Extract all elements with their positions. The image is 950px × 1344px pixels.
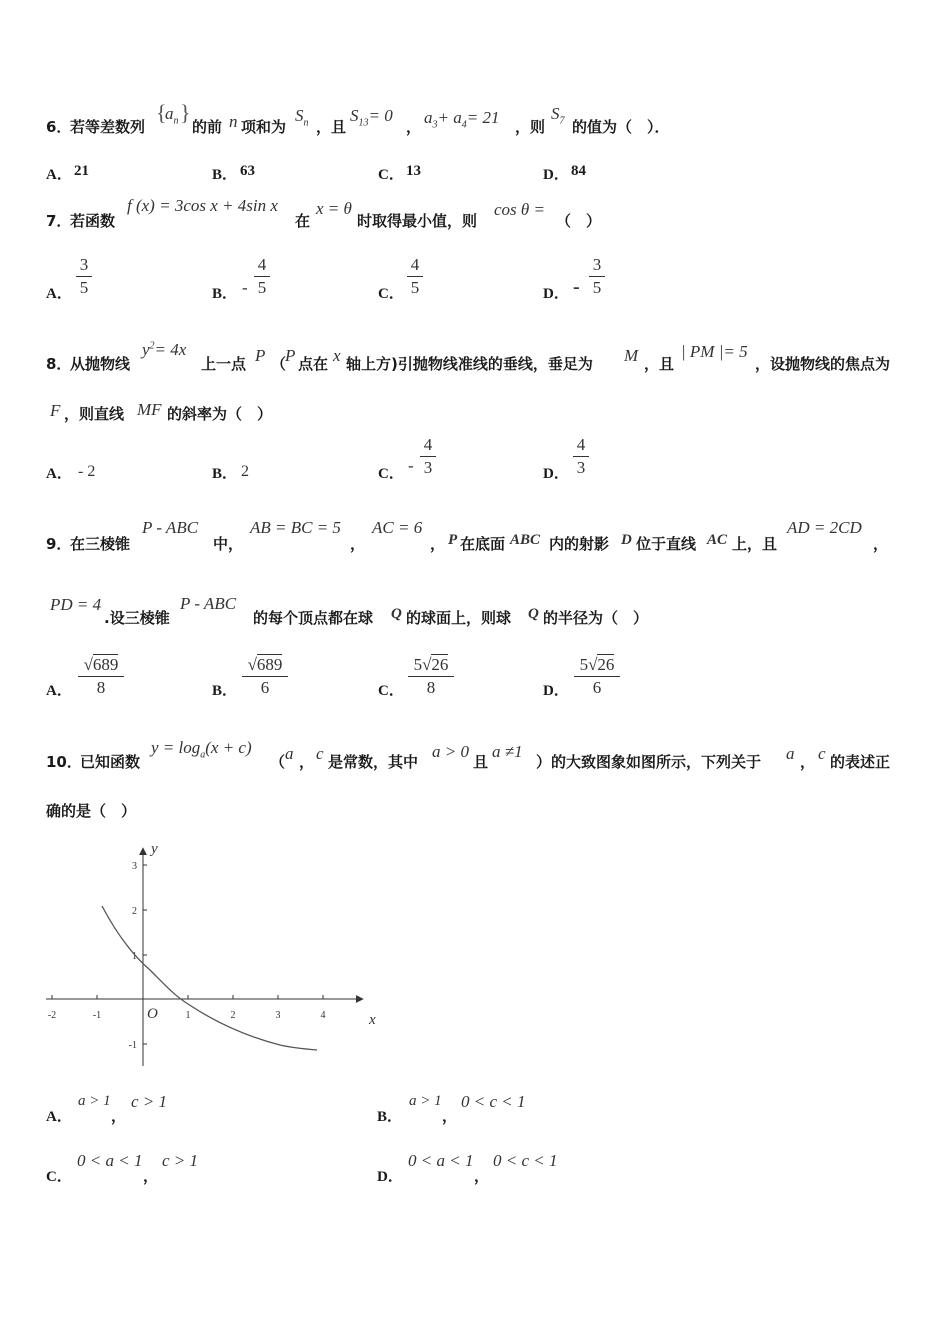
q6-seq: $a_n$: [165, 104, 179, 127]
q10-text-1: 已知函数: [80, 753, 141, 771]
q7-option-b-fraction: 4 5: [254, 255, 270, 298]
q8-text-5: 轴上方)引抛物线准线的垂线，垂足为: [346, 355, 593, 373]
q10-c: c: [316, 744, 324, 763]
q9-option-d-fraction: 5√26 6: [574, 655, 620, 698]
q10-text-3: ，: [299, 753, 315, 771]
q7-option-a-fraction: 3 5: [76, 255, 92, 298]
q6-text-3: 项和为: [241, 118, 287, 136]
q10-option-d-part-2: 0 < c < 1: [493, 1151, 558, 1170]
q9-text-11: 的每个顶点都在球: [253, 609, 374, 627]
q9-P: P: [448, 532, 458, 548]
q10-option-a-part-1: a > 1: [78, 1093, 111, 1109]
q9-option-d-label: D．: [543, 683, 569, 699]
q10-option-d-sep: ，: [474, 1167, 490, 1185]
q9-text-4: ，: [430, 535, 446, 553]
q9-text-6: 内的射影: [549, 535, 610, 553]
q9-text-9: ，: [873, 535, 889, 553]
q6-text-7: 的值为（ ）．: [572, 118, 670, 136]
q10-text-2: （: [270, 753, 286, 771]
q6-brace-right: }: [180, 100, 191, 125]
q9-text-12: 的球面上，则球: [406, 609, 512, 627]
q7-option-a-label: A．: [46, 286, 72, 302]
q6-text-2: 的前: [192, 118, 223, 136]
q10-text-4: 是常数，其中: [328, 753, 419, 771]
q9-option-b-label: B．: [212, 683, 238, 699]
q10-option-d-part-1: 0 < a < 1: [408, 1151, 474, 1170]
q7-option-c-fraction: 4 5: [407, 255, 423, 298]
q10-option-c-sep: ，: [143, 1167, 159, 1185]
q6-S7: $S_7$: [551, 104, 565, 127]
q6-option-a-label: A．: [46, 167, 72, 183]
q7-number: 7．: [46, 212, 72, 230]
y-tick-label: -1: [128, 1040, 137, 1051]
q8-x: x: [333, 346, 341, 365]
q6-option-d-label: D．: [543, 167, 569, 183]
q8-M: M: [624, 346, 639, 365]
q8-MF: MF: [137, 400, 162, 419]
q10-function-graph: [40, 840, 390, 1075]
q9-cond-3: AD = 2CD: [787, 518, 862, 537]
q10-option-b-sep: ，: [442, 1107, 458, 1125]
q9-text-3: ，: [350, 535, 366, 553]
q7-option-d-sign: -: [573, 276, 580, 298]
q8-text-9: 的斜率为（ ）: [167, 405, 273, 423]
q9-cond-4: PD = 4: [50, 595, 102, 614]
x-tick-label: 3: [275, 1010, 281, 1021]
q10-option-b-label: B．: [377, 1109, 403, 1125]
q9-option-a-fraction: √689 8: [78, 655, 124, 698]
q10-cond-2: a ≠1: [492, 742, 523, 761]
q9-text-13: 的半径为（ ）: [543, 609, 649, 627]
q10-function: $y = \log_a(x + c)$: [151, 738, 252, 761]
q10-option-a-part-2: c > 1: [131, 1092, 168, 1111]
q8-text-8: ，则直线: [64, 405, 125, 423]
x-axis-label: x: [369, 1012, 376, 1028]
q10-a2: a: [786, 744, 795, 763]
y-tick-label: 3: [132, 861, 137, 872]
q6-text-1: 若等差数列: [70, 118, 146, 136]
q7-option-b-sign: -: [242, 278, 248, 297]
q9-text-7: 位于直线: [636, 535, 697, 553]
q7-option-d-fraction: 3 5: [589, 255, 605, 298]
log-curve: [102, 906, 317, 1050]
q9-number: 9．: [46, 535, 72, 553]
q6-option-c-value: 13: [406, 163, 421, 179]
q10-option-d-label: D．: [377, 1169, 403, 1185]
q6-option-d-value: 84: [571, 163, 586, 179]
q9-text-5: 在底面: [460, 535, 506, 553]
q6-cond-1: $S_{13}= 0$: [350, 106, 393, 129]
x-tick-label: 1: [185, 1010, 191, 1021]
q10-option-b-part-1: a > 1: [409, 1093, 442, 1109]
q6-option-b-label: B．: [212, 167, 238, 183]
x-tick-label: -2: [47, 1010, 57, 1021]
q10-option-a-label: A．: [46, 1109, 72, 1125]
q6-text-6: ，则: [515, 118, 546, 136]
q7-text-3: 时取得最小值，则: [357, 212, 478, 230]
q7-text-1: 若函数: [70, 212, 116, 230]
q8-option-a-label: A．: [46, 466, 72, 482]
q10-option-c-part-1: 0 < a < 1: [77, 1151, 143, 1170]
q8-curve: $y^2= 4x$: [142, 340, 187, 359]
q10-text-9: 确的是（ ）: [46, 802, 137, 820]
q6-option-c-label: C．: [378, 167, 404, 183]
q8-text-7: ，设抛物线的焦点为: [755, 355, 891, 373]
q10-text-6: ）的大致图象如图所示，下列关于: [536, 753, 762, 771]
q9-AC: AC: [707, 532, 728, 548]
q6-text-5: ，: [406, 118, 422, 136]
q8-option-d-label: D．: [543, 466, 569, 482]
q8-P: P: [255, 346, 266, 365]
q6-cond-2: $a_3+ a_4= 21$: [424, 108, 500, 131]
q8-option-c-label: C．: [378, 466, 404, 482]
x-tick-label: 4: [320, 1010, 326, 1021]
q9-pyramid-2: P - ABC: [180, 594, 237, 613]
q8-text-6: ，且: [644, 355, 675, 373]
q10-option-a-sep: ，: [111, 1107, 127, 1125]
q9-Q1: Q: [391, 606, 402, 622]
q6-text-4: ，且: [316, 118, 347, 136]
q9-ABC: ABC: [510, 532, 541, 548]
q6-option-b-value: 63: [240, 163, 255, 179]
q10-option-b-part-2: 0 < c < 1: [461, 1092, 526, 1111]
q8-text-3: （: [271, 355, 287, 373]
q8-pm: | PM |= 5: [681, 342, 748, 361]
q10-number: 10．: [46, 753, 82, 771]
q10-option-c-part-2: c > 1: [162, 1151, 199, 1170]
q8-text-1: 从抛物线: [70, 355, 131, 373]
q10-option-c-label: C．: [46, 1169, 72, 1185]
origin-label: O: [147, 1006, 158, 1022]
q9-cond-2: AC = 6: [372, 518, 423, 537]
q7-text-2: 在: [295, 212, 311, 230]
q8-option-a-value: - 2: [78, 463, 96, 480]
q8-F: F: [50, 401, 61, 420]
q7-option-c-label: C．: [378, 286, 404, 302]
q8-option-c-fraction: 4 3: [420, 435, 436, 478]
x-tick-label: 2: [230, 1010, 236, 1021]
q10-text-8: 的表述正: [830, 753, 891, 771]
q9-text-10: .设三棱锥: [104, 609, 170, 627]
q9-option-a-label: A．: [46, 683, 72, 699]
q10-c2: c: [818, 744, 826, 763]
q8-option-b-label: B．: [212, 466, 238, 482]
q6-Sn: $S_n$: [295, 106, 309, 129]
q6-number: 6．: [46, 118, 72, 136]
q8-number: 8．: [46, 355, 72, 373]
q7-text-4: （ ）: [556, 212, 602, 230]
q9-option-c-fraction: 5√26 8: [408, 655, 454, 698]
q7-option-d-label: D．: [543, 286, 569, 302]
q8-text-4: 点在: [298, 355, 329, 373]
q8-option-d-fraction: 4 3: [573, 435, 589, 478]
q10-text-7: ，: [800, 753, 816, 771]
q8-option-b-value: 2: [241, 463, 249, 480]
q9-option-c-label: C．: [378, 683, 404, 699]
q10-text-5: 且: [473, 753, 489, 771]
y-tick-label: 1: [132, 951, 137, 962]
q7-option-b-label: B．: [212, 286, 238, 302]
q9-D: D: [621, 532, 632, 548]
q7-function: f (x) = 3cos x + 4sin x: [127, 196, 278, 215]
q6-brace-left: {: [156, 100, 167, 125]
q7-condition: x = θ: [316, 199, 352, 218]
y-axis-label: y: [151, 841, 158, 857]
q9-pyramid: P - ABC: [142, 518, 199, 537]
x-tick-label: -1: [92, 1010, 102, 1021]
q9-text-1: 在三棱锥: [70, 535, 131, 553]
q9-cond-1: AB = BC = 5: [250, 518, 341, 537]
q8-P2: P: [285, 346, 296, 365]
q10-cond-1: a > 0: [432, 742, 469, 761]
q10-a: a: [285, 744, 294, 763]
q9-text-8: 上，且: [732, 535, 778, 553]
q9-Q2: Q: [528, 606, 539, 622]
q9-text-2: 中，: [213, 535, 244, 553]
q8-option-c-sign: -: [408, 456, 414, 475]
q9-option-b-fraction: √689 6: [242, 655, 288, 698]
q6-n: n: [229, 112, 238, 131]
y-tick-label: 2: [132, 906, 137, 917]
q7-ask: cos θ =: [494, 200, 545, 219]
q6-option-a-value: 21: [74, 163, 89, 179]
q8-text-2: 上一点: [201, 355, 247, 373]
